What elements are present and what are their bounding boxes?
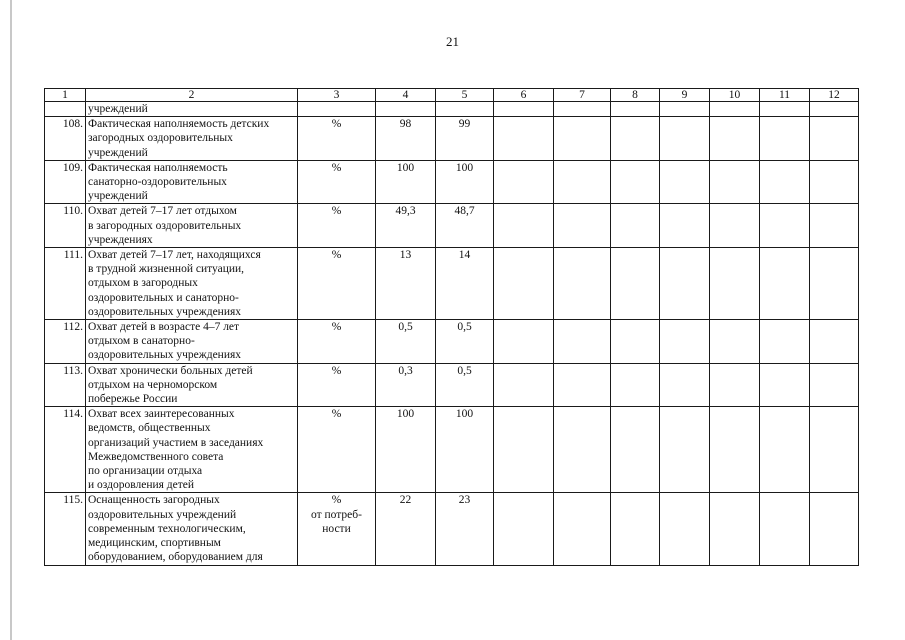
column-header: 11 <box>760 89 810 102</box>
table-row <box>45 117 859 161</box>
empty-cell <box>494 407 554 493</box>
unit-cell: % <box>298 204 376 248</box>
row-number: 108. <box>45 117 86 161</box>
empty-cell <box>810 117 859 161</box>
indicator-name: Охват детей 7–17 лет, находящихся в трудной жизненной ситуации, отдыхом в загородных оздоровительных и санаторно- оздоровительных учреждениях <box>86 248 298 320</box>
row-number: 110. <box>45 204 86 248</box>
empty-cell <box>554 407 611 493</box>
indicator-name: Охват детей 7–17 лет отдыхом в загородных оздоровительных учреждениях <box>86 204 298 248</box>
row-number: 114. <box>45 407 86 493</box>
empty-cell <box>611 248 660 320</box>
empty-cell <box>494 102 554 117</box>
unit-cell: % <box>298 160 376 204</box>
empty-cell <box>660 102 710 117</box>
header-row <box>45 89 859 102</box>
value-col5: 0,5 <box>436 363 494 407</box>
empty-cell <box>660 320 710 364</box>
empty-cell <box>760 320 810 364</box>
empty-cell <box>760 248 810 320</box>
value-col5 <box>436 102 494 117</box>
value-col5: 99 <box>436 117 494 161</box>
column-header: 2 <box>86 89 298 102</box>
empty-cell <box>494 493 554 565</box>
empty-cell <box>660 407 710 493</box>
empty-cell <box>611 117 660 161</box>
empty-cell <box>494 160 554 204</box>
empty-cell <box>710 160 760 204</box>
empty-cell <box>660 204 710 248</box>
empty-cell <box>494 204 554 248</box>
empty-cell <box>660 493 710 565</box>
empty-cell <box>710 493 760 565</box>
table-row <box>45 102 859 117</box>
row-number: 112. <box>45 320 86 364</box>
empty-cell <box>760 117 810 161</box>
unit-cell: % <box>298 363 376 407</box>
table-row <box>45 407 859 493</box>
empty-cell <box>494 117 554 161</box>
table-row <box>45 160 859 204</box>
empty-cell <box>760 493 810 565</box>
empty-cell <box>611 160 660 204</box>
empty-cell <box>710 320 760 364</box>
value-col4: 22 <box>376 493 436 565</box>
empty-cell <box>554 493 611 565</box>
unit-cell: % <box>298 407 376 493</box>
value-col4: 0,5 <box>376 320 436 364</box>
value-col4: 49,3 <box>376 204 436 248</box>
empty-cell <box>760 204 810 248</box>
row-number: 111. <box>45 248 86 320</box>
empty-cell <box>760 102 810 117</box>
row-number: 115. <box>45 493 86 565</box>
empty-cell <box>611 363 660 407</box>
empty-cell <box>554 102 611 117</box>
value-col5: 14 <box>436 248 494 320</box>
indicator-name: Оснащенность загородных оздоровительных учреждений современным технологическим, медицинским, спортивным оборудованием, оборудованием для <box>86 493 298 565</box>
empty-cell <box>611 320 660 364</box>
row-number <box>45 102 86 117</box>
empty-cell <box>494 320 554 364</box>
indicators-table <box>44 88 859 566</box>
value-col5: 100 <box>436 160 494 204</box>
value-col5: 100 <box>436 407 494 493</box>
column-header: 9 <box>660 89 710 102</box>
empty-cell <box>810 204 859 248</box>
empty-cell <box>710 204 760 248</box>
empty-cell <box>760 407 810 493</box>
column-header: 10 <box>710 89 760 102</box>
empty-cell <box>494 363 554 407</box>
empty-cell <box>710 117 760 161</box>
unit-cell: % <box>298 320 376 364</box>
empty-cell <box>810 320 859 364</box>
indicator-name: Фактическая наполняемость детских загородных оздоровительных учреждений <box>86 117 298 161</box>
empty-cell <box>660 117 710 161</box>
empty-cell <box>710 248 760 320</box>
empty-cell <box>611 102 660 117</box>
empty-cell <box>760 363 810 407</box>
empty-cell <box>554 363 611 407</box>
scan-edge <box>10 0 12 640</box>
column-header: 8 <box>611 89 660 102</box>
table-row <box>45 493 859 565</box>
empty-cell <box>554 248 611 320</box>
value-col4: 0,3 <box>376 363 436 407</box>
column-header: 5 <box>436 89 494 102</box>
unit-cell: % <box>298 248 376 320</box>
table-row <box>45 320 859 364</box>
value-col5: 48,7 <box>436 204 494 248</box>
empty-cell <box>710 363 760 407</box>
empty-cell <box>710 407 760 493</box>
value-col4: 13 <box>376 248 436 320</box>
column-header: 12 <box>810 89 859 102</box>
empty-cell <box>810 248 859 320</box>
indicator-name: Охват детей в возрасте 4–7 лет отдыхом в санаторно- оздоровительных учреждениях <box>86 320 298 364</box>
empty-cell <box>554 320 611 364</box>
empty-cell <box>554 204 611 248</box>
empty-cell <box>660 363 710 407</box>
empty-cell <box>810 493 859 565</box>
row-number: 109. <box>45 160 86 204</box>
unit-cell: % <box>298 117 376 161</box>
indicator-name: Фактическая наполняемость санаторно-оздоровительных учреждений <box>86 160 298 204</box>
table-row <box>45 204 859 248</box>
empty-cell <box>810 102 859 117</box>
value-col4: 98 <box>376 117 436 161</box>
table-row <box>45 248 859 320</box>
unit-cell <box>298 102 376 117</box>
empty-cell <box>554 160 611 204</box>
column-header: 4 <box>376 89 436 102</box>
empty-cell <box>660 248 710 320</box>
column-header: 3 <box>298 89 376 102</box>
column-header: 7 <box>554 89 611 102</box>
value-col4 <box>376 102 436 117</box>
empty-cell <box>810 160 859 204</box>
empty-cell <box>611 407 660 493</box>
column-header: 1 <box>45 89 86 102</box>
empty-cell <box>710 102 760 117</box>
empty-cell <box>554 117 611 161</box>
row-number: 113. <box>45 363 86 407</box>
table-row <box>45 363 859 407</box>
unit-cell: % от потреб- ности <box>298 493 376 565</box>
indicator-name: Охват хронически больных детей отдыхом на черноморском побережье России <box>86 363 298 407</box>
empty-cell <box>810 407 859 493</box>
empty-cell <box>760 160 810 204</box>
empty-cell <box>494 248 554 320</box>
indicator-name: учреждений <box>86 102 298 117</box>
empty-cell <box>660 160 710 204</box>
page-number: 21 <box>446 34 459 49</box>
empty-cell <box>611 493 660 565</box>
value-col4: 100 <box>376 407 436 493</box>
value-col5: 0,5 <box>436 320 494 364</box>
empty-cell <box>810 363 859 407</box>
empty-cell <box>611 204 660 248</box>
value-col5: 23 <box>436 493 494 565</box>
column-header: 6 <box>494 89 554 102</box>
value-col4: 100 <box>376 160 436 204</box>
indicator-name: Охват всех заинтересованных ведомств, общественных организаций участием в заседаниях Межведомственного совета по организации отдыха и оздоровления детей <box>86 407 298 493</box>
